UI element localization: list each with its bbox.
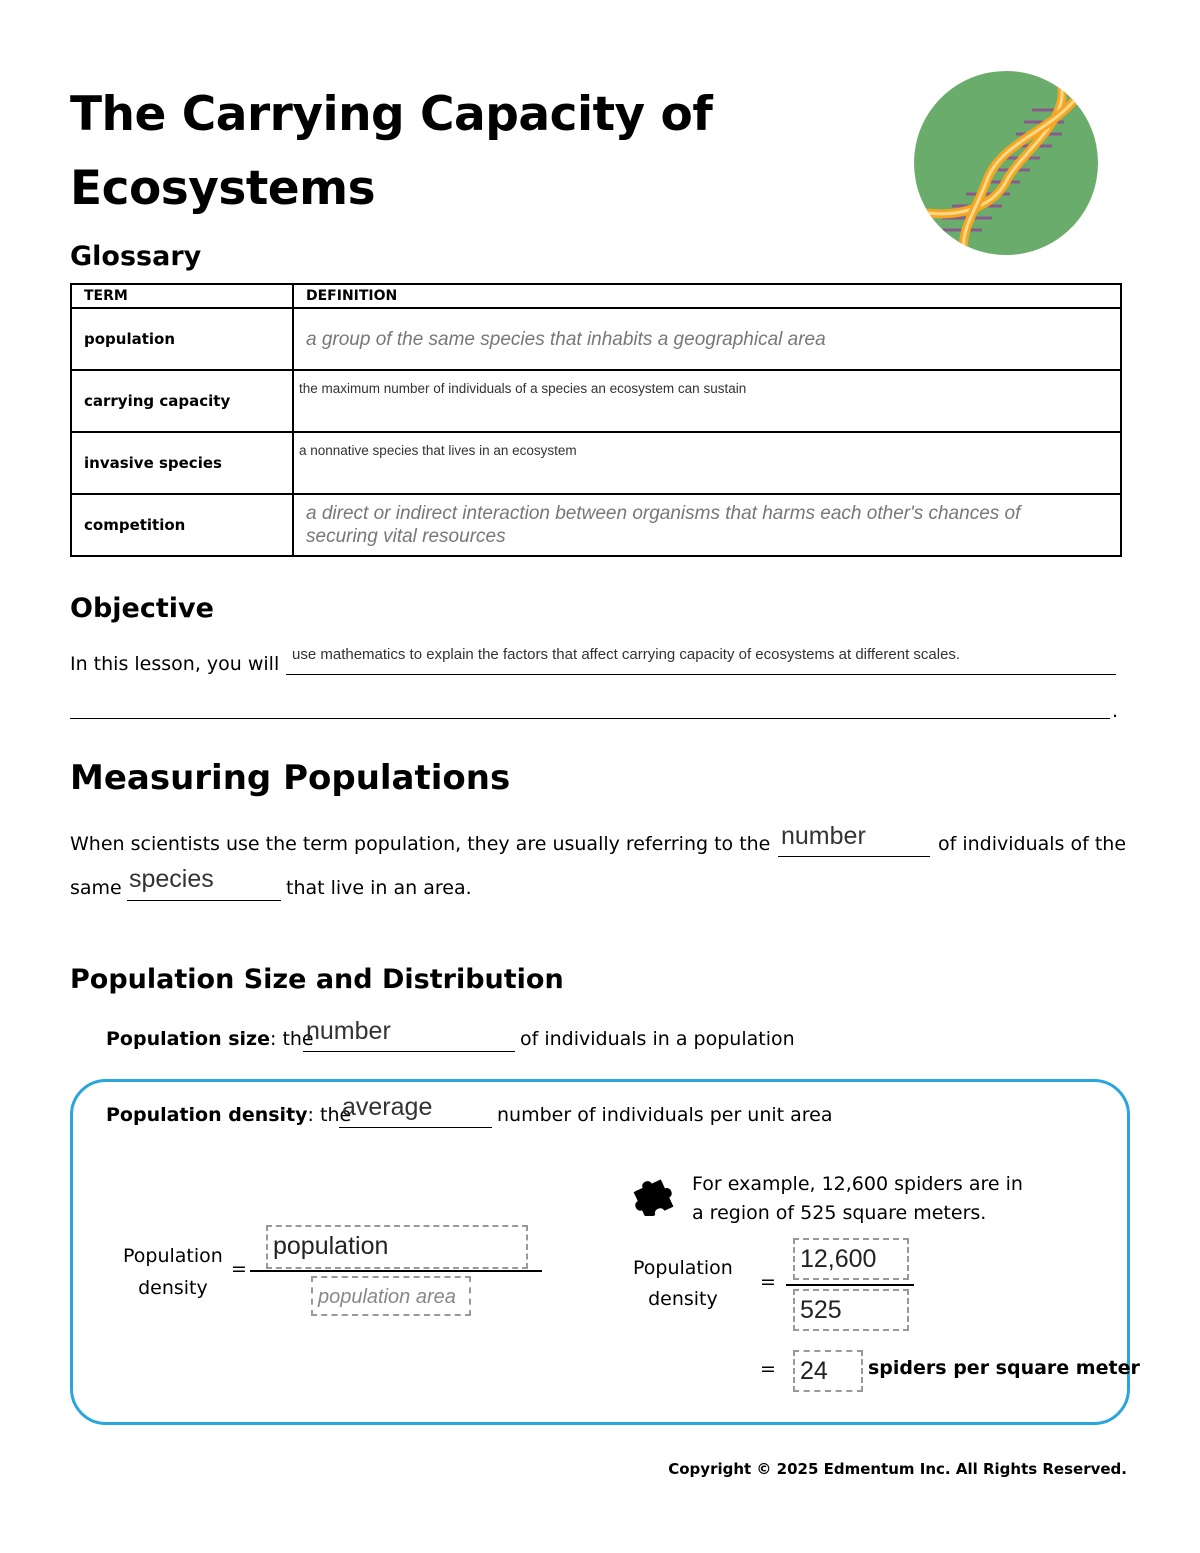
definition-cell[interactable]: a direct or indirect interaction between organisms that harms each other's chances of securing vital resources (293, 494, 1121, 556)
objective-prompt: In this lesson, you will (70, 653, 280, 675)
example-fraction-bar (786, 1284, 914, 1286)
objective-answer-line-2[interactable] (70, 718, 1110, 719)
objective-answer[interactable]: use mathematics to explain the factors that affect carrying capacity of ecosystems at different scales. (292, 646, 961, 663)
dna-icon (912, 70, 1100, 256)
denominator-box[interactable]: population area (311, 1276, 471, 1316)
blank-line (339, 1127, 492, 1128)
example-label-line-2: density (648, 1288, 718, 1310)
size-definition (106, 1028, 314, 1050)
copyright: Copyright © 2025 Edmentum Inc. All Rights Reserved. (668, 1460, 1127, 1478)
density-label: Population density (106, 1104, 308, 1126)
page-title (70, 78, 712, 226)
formula-label-line-2: density (138, 1277, 208, 1299)
example-result-unit: spiders per square meter (868, 1357, 1140, 1379)
example-text-line-1: For example, 12,600 spiders are in (692, 1173, 1023, 1195)
term-cell: carrying capacity (71, 370, 293, 432)
table-row (71, 494, 1121, 556)
example-result-box[interactable]: 24 (793, 1350, 863, 1392)
objective-answer-line (286, 674, 1116, 675)
term-cell: invasive species (71, 432, 293, 494)
formula-equals: = (231, 1258, 247, 1280)
example-denominator-box[interactable]: 525 (793, 1289, 909, 1331)
size-pre: : the (270, 1028, 314, 1050)
table-row (71, 432, 1121, 494)
measuring-text-3: same (70, 877, 122, 899)
blank-species[interactable]: species (129, 865, 214, 893)
blank-density[interactable]: average (342, 1093, 433, 1121)
example-numerator-box[interactable]: 12,600 (793, 1238, 909, 1280)
title-line-2: Ecosystems (70, 161, 376, 216)
table-row (71, 308, 1121, 370)
column-header-term: TERM (71, 284, 293, 308)
table-header-row (71, 284, 1121, 308)
density-post: number of individuals per unit area (497, 1104, 833, 1126)
density-pre: : the (307, 1104, 352, 1126)
measuring-text-2: of individuals of the (938, 833, 1127, 855)
term-cell: competition (71, 494, 293, 556)
definition-cell[interactable]: a group of the same species that inhabits a geographical area (293, 308, 1121, 370)
example-equals: = (760, 1271, 776, 1293)
definition-cell[interactable]: the maximum number of individuals of a species an ecosystem can sustain (293, 370, 1121, 432)
blank-line (778, 856, 930, 857)
example-text-line-2: a region of 525 square meters. (692, 1202, 987, 1224)
glossary-heading: Glossary (70, 241, 202, 272)
measuring-heading: Measuring Populations (70, 758, 511, 798)
blank-line (303, 1051, 515, 1052)
definition-cell[interactable]: a nonnative species that lives in an ecosystem (293, 432, 1121, 494)
blank-number[interactable]: number (781, 822, 866, 850)
glossary-table (70, 283, 1122, 557)
density-definition (106, 1104, 351, 1126)
measuring-text-1: When scientists use the term population, they are usually referring to the (70, 833, 771, 855)
example-text (692, 1170, 1023, 1228)
table-row (71, 370, 1121, 432)
example-result-equals: = (760, 1358, 776, 1380)
title-line-1: The Carrying Capacity of (70, 87, 713, 142)
objective-end-period: . (1112, 700, 1119, 722)
size-label: Population size (106, 1028, 270, 1050)
blank-line (127, 900, 281, 901)
size-post: of individuals in a population (520, 1028, 795, 1050)
blank-size[interactable]: number (306, 1017, 391, 1045)
puzzle-icon (632, 1176, 676, 1216)
example-label-line-1: Population (633, 1257, 733, 1279)
formula-label (123, 1240, 223, 1304)
example-label (633, 1253, 733, 1315)
size-dist-heading: Population Size and Distribution (70, 964, 564, 995)
objective-heading: Objective (70, 593, 214, 624)
column-header-definition: DEFINITION (293, 284, 1121, 308)
term-cell: population (71, 308, 293, 370)
formula-label-line-1: Population (123, 1245, 223, 1267)
measuring-text-4: that live in an area. (286, 877, 472, 899)
numerator-box[interactable]: population (266, 1225, 528, 1269)
fraction-bar (250, 1270, 542, 1272)
